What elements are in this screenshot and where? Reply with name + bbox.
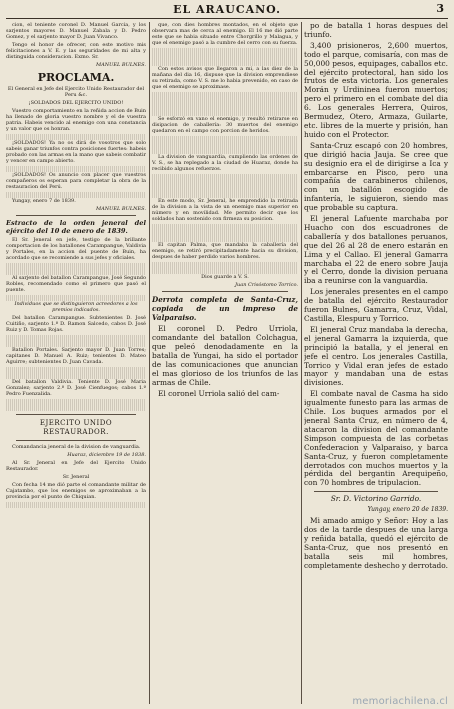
text-lines bbox=[6, 373, 146, 379]
paragraph: Comandancia jeneral de la division de vanguardia. bbox=[12, 444, 141, 450]
masthead-title: EL ARAUCANO. bbox=[173, 3, 281, 16]
text-lines bbox=[6, 341, 146, 347]
derrota-heading: Derrota completa de Santa-Cruz, copiada de un impreso de Valparaiso. bbox=[152, 295, 298, 322]
text-lines bbox=[152, 268, 298, 274]
paragraph: Santa-Cruz escapó con 20 hombres, que dirigió hacia Jauja. Se cree que su designio era el de dirigirse a Ica y embarcarse en Pisco, pero una compañía de carabineros chilenos, con un batallón escogido de infantería, le siguieron, siendo mas que probable su captura. bbox=[304, 140, 448, 213]
paragraph: El combate naval de Casma ha sido igualmente funesto para las armas de Chile. Los buques armados por el jeneral Santa Cruz, en número de 4, atacaron la division del comandante Simpson compuesta de las corbetas Confederacion y Valparaiso, y barca Santa-Cruz, y fueron completamente derrotados con muchos muertos y la pérdida del bergantin Arequipeño, con 70 hombres de tripulacion. bbox=[304, 389, 448, 488]
text-lines bbox=[6, 192, 146, 198]
divider bbox=[314, 491, 438, 492]
paragraph: ¡SOLDADOS! Os anuncio con placer que vuestros compañeros os esperan para completar la obra de la restauracion del Perú. bbox=[6, 172, 146, 190]
text-lines bbox=[6, 405, 146, 411]
proclama-subtitle: El General en Jefe del Ejercito Unido Restaurador del Peru &c. bbox=[7, 86, 145, 98]
paragraph: El coronel Urriola salió del cam- bbox=[158, 389, 280, 398]
page-number: 3 bbox=[436, 2, 444, 15]
paragraph: Del batallon Carampangue. Subtenientes D. José Cuitiño, sarjento 1.º D. Ramon Salcedo, cabos D. José Ruiz y D. Tomas Rojas. bbox=[6, 315, 146, 333]
list-heading: Individuos que se distinguieron acreedores a los premios indicados. bbox=[14, 301, 138, 313]
paragraph: En este modo, Sr. Jeneral, he emprendido la retirada de la division a la vista de un enemigo mas superior en número y en movilidad. Me permito decir que los soldados han sostenido con firmeza su posicion. bbox=[152, 198, 298, 222]
text-lines bbox=[6, 166, 146, 172]
paragraph: Batallon Portales. Sarjento mayor D. Juan Torres; capitanes D. Manuel A. Ruiz; tenientes D. Mateo Aguirre; subtenientes D. Juan Cavada. bbox=[6, 347, 146, 365]
paragraph: Los jenerales presentes en el campo de batalla del ejército Restaurador fueron Bulnes, Gamarra, Cruz, Vidal, Castilla, Elespuru y Torrico. bbox=[304, 287, 448, 323]
text-lines bbox=[152, 110, 298, 116]
column-rule-2 bbox=[301, 22, 302, 704]
addressee: Al Sr. Jeneral en Jefe del Ejercito Unido Restaurador. bbox=[6, 460, 146, 472]
divider bbox=[16, 440, 136, 441]
paragraph: El jeneral Lafuente marchaba por Huacho con dos escuadrones de caballería y dos batallones peruanos, que del 26 al 28 de enero estarán en Lima y el Callao. El jeneral Gamarra marchaba el 22 de enero sobre Jauja y el Cerro, donde la division peruana iba a reunirse con la vanguardia. bbox=[304, 214, 448, 286]
divider bbox=[16, 414, 136, 415]
paragraph: El jeneral Cruz mandaba la derecha, el jeneral Gamarra la izquierda, que principió la batalla, y el jeneral en jefe el centro. Los jenerales Castilla, Torrico y Vidal eran jefes de estado mayor y mandaban una de estas divisiones. bbox=[304, 324, 448, 388]
text-lines bbox=[6, 295, 146, 301]
paragraph: Del batallon Valdivia. Teniente D. José Maria Gonzalez; sarjento 2.º D. José Cienfuegos; cabos 1.º Pedro Fuenzalida. bbox=[6, 379, 146, 397]
text-lines bbox=[152, 148, 298, 154]
column-1 bbox=[6, 22, 146, 704]
column-rule-1 bbox=[149, 22, 150, 704]
paragraph: El coronel D. Pedro Urriola, comandante del batallon Colchagua, que peleó denodadamente en la batalla de Yungai, ha sido el portador de las comunicaciones que anuncian el mas glorioso de los triunfos de las armas de Chile. bbox=[152, 324, 298, 387]
column-2 bbox=[152, 22, 298, 704]
dateline: Huaraz, diciembre 19 de 1838. bbox=[67, 452, 146, 458]
paragraph: Con fecha 14 me dió parte el comandante militar de Cajatambo, que los enemigos se aproximaban a la provincia por el punto de Chiquian. bbox=[6, 482, 146, 500]
column-3 bbox=[304, 22, 448, 704]
paragraph: que, con dies hombres montados, en el objeto que observara mas de cerca al enemigo. El 16 me dió parte este que se habia situado entre Chorgrillo y Malagua, y que el enemigo pasó a la cumbre del cerro con su fuerza. bbox=[152, 22, 298, 46]
text-lines bbox=[152, 60, 298, 66]
paragraph: Mi amado amigo y Señor: Hoy a las dos de la tarde despues de una larga y reñida batalla, quedó el ejército de Santa-Cruz, que nos presentó en batalla seis mil hombres, completamente deshecho y derrotado. bbox=[304, 516, 448, 570]
dateline: Yungay, enero 20 de 1839. bbox=[367, 506, 448, 514]
divider bbox=[162, 291, 288, 292]
signature: MANUEL BULNES. bbox=[96, 62, 146, 68]
paragraph: Tengo el honor de ofrecer, con este motivo mis felicitaciones a V. E. y las seguridades de mi alta y distinguida consideracion. Exmo. Sr. bbox=[6, 42, 146, 60]
closing: Dios guarde a V. S. bbox=[201, 274, 249, 280]
text-lines bbox=[152, 192, 298, 198]
text-lines bbox=[6, 269, 146, 275]
text-lines bbox=[152, 236, 298, 242]
paragraph: Con estos avisos que llegaron a mi, a las diez de la mañana del dia 16, dispuse que la division emprendiese su retirada, como V. S. me lo habia prevenido, en caso de que el enemigo se aproximase. bbox=[152, 66, 298, 90]
extract-heading: Estracto de la orden jeneral del ejército del 10 de enero de 1839. bbox=[6, 219, 146, 235]
dateline: Yungay, enero 7 de 1839. bbox=[12, 198, 76, 204]
text-lines bbox=[6, 134, 146, 140]
army-section-title: EJERCITO UNIDO RESTAURADOR. bbox=[39, 419, 113, 436]
paragraph: 3,400 prisioneros, 2,600 muertos, todo el parque, comisaría, con mas de 50,000 pesos, equipages, caballos etc. del ejército protectoral, han sido los frutos de esta victoria. Los generales Morán y Urdininea fueron muertos; pero el primero en el combate del dia 6. Los generales Herrera, Quiros, Bermudez, Otero, Armaza, Guilarte, etc. libres de la muerte y prisión, han huido con el Protector. bbox=[304, 40, 448, 139]
addressee: Sr. D. Victorino Garrido. bbox=[330, 494, 422, 504]
salutation: Sr. Jeneral bbox=[62, 474, 90, 480]
paragraph: El Sr. Jeneral en jefe, testigo de la brillante comportacion de los batallones Carampangue, Valdivia y Portales, en la accion del puente de Buin, ha acordado que se recomiende a sus jefes y oficiales. bbox=[6, 237, 146, 261]
source-watermark: memoriachilena.cl bbox=[352, 696, 448, 707]
signature: Juan Crisóstomo Torrico. bbox=[235, 282, 298, 288]
paragraph: Al sarjento del batallon Carampangue, José Segundo Robles, recomendado como el primero que pasó el puente. bbox=[6, 275, 146, 293]
paragraph: po de batalla 1 horas despues del triunfo. bbox=[304, 22, 448, 39]
paragraph: ¡SOLDADOS! Ya no os dirá de vosotros que solo sabeis ganar triunfos contra posiciones fuertes: habeis probado con las armas en la mano que sabeis combatir y vencer en campo abierto. bbox=[6, 140, 146, 164]
signature: MANUEL BULNES. bbox=[96, 206, 146, 212]
masthead bbox=[6, 2, 448, 19]
proclama-opening: ¡SOLDADOS DEL EJERCITO UNIDO! bbox=[28, 100, 124, 106]
text-lines bbox=[6, 502, 146, 508]
paragraph: cion, el teniente coronel D. Manuel Garcia, y los sarjentos mayores D. Manuel Zabala y D. Pedro Gomez, y el sarjento mayor D. Juan Vivanco. bbox=[6, 22, 146, 40]
paragraph: Vuestro comportamiento en la reñida accion de Buin ha llenado de gloria vuestro nombre y el de vuestra patria. Habeis vencido al enemigo con una constancia y un valor que os honran. bbox=[6, 108, 146, 132]
proclama-heading: PROCLAMA. bbox=[37, 71, 115, 84]
divider bbox=[16, 215, 136, 216]
paragraph: Se esforzó en vano el enemigo, y resultó retirarse en disipacion de caballería: 30 muertos del enemigo quedaron en el campo con porcion de heridos. bbox=[152, 116, 298, 134]
paragraph: El capitan Palma, que mandaba la caballería del enemigo, se retiró precipitadamente hacia su division, despues de haber perdido varios hombres. bbox=[152, 242, 298, 260]
paragraph: La division de vanguardia, cumpliendo las ordenes de V. S., se ha replegado a la ciudad de Huaraz, donde ha recibido algunos refuerzos. bbox=[152, 154, 298, 172]
